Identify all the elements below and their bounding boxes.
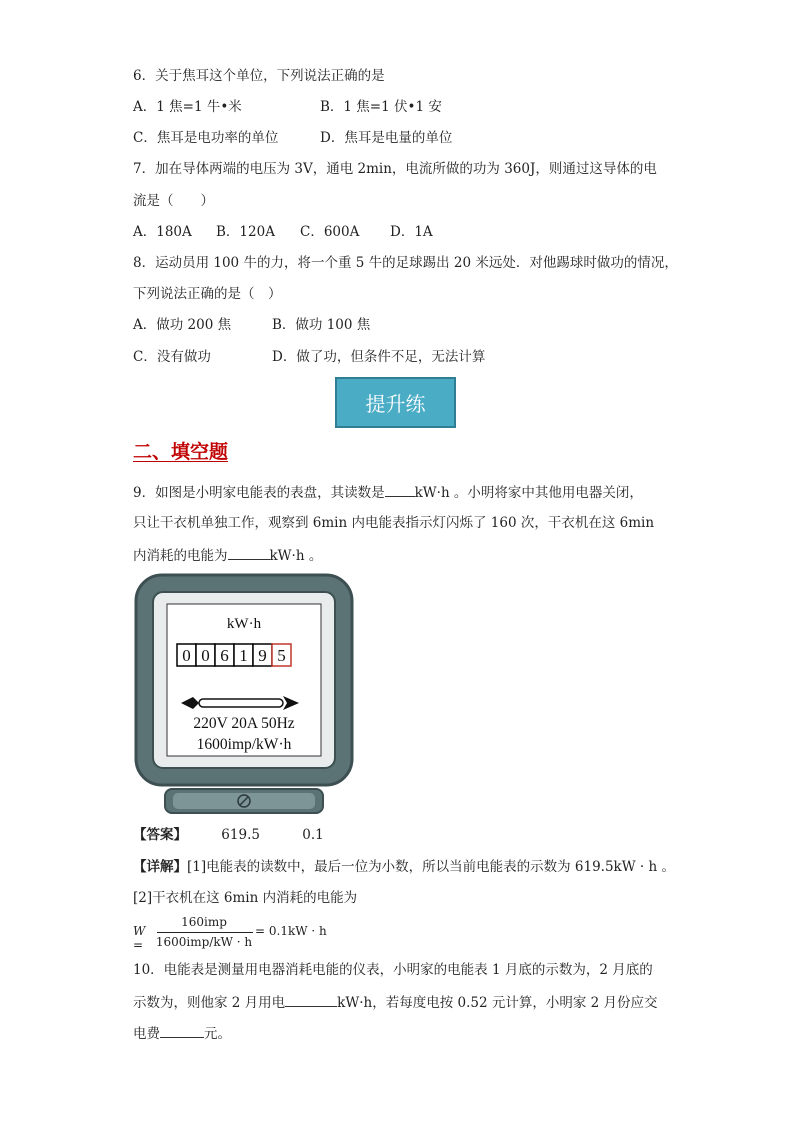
meter-digit: 6 — [220, 646, 229, 665]
q10-line2-b: kW·h，若每度电按 0.52 元计算，小明家 2 月份应交 — [337, 995, 658, 1011]
q7-option-c: C．600A — [300, 224, 360, 240]
formula-fraction-bar — [157, 932, 253, 933]
meter-digit: 0 — [201, 646, 210, 665]
q6-option-d: D．焦耳是电量的单位 — [320, 130, 453, 146]
q8-option-b: B．做功 100 焦 — [272, 317, 371, 333]
meter-digit: 0 — [182, 646, 191, 665]
q9-line1-b: kW·h 。小明将家中其他用电器关闭， — [414, 485, 643, 501]
q10-blank-1 — [285, 993, 337, 1007]
q7-option-a: A．180A — [133, 224, 192, 240]
q7-option-b: B．120A — [216, 224, 275, 240]
answer-label: 【答案】 — [133, 827, 187, 843]
detail-text-1: [1]电能表的读数中，最后一位为小数，所以当前电能表的示数为 619.5kW · h 。 — [187, 859, 675, 875]
q10-line3-a: 电费 — [133, 1026, 160, 1042]
electric-meter-figure — [133, 572, 355, 817]
q8-stem-line1: 8．运动员用 100 牛的力，将一个重 5 牛的足球踢出 20 米远处．对他踢球时做功的情况， — [133, 255, 678, 271]
q9-line1-a: 9．如图是小明家电能表的表盘，其读数是 — [133, 485, 385, 501]
q10-line2 — [133, 993, 658, 1012]
formula-denominator: 1600imp/kW · h — [155, 935, 253, 949]
q7-stem-line1: 7．加在导体两端的电压为 3V，通电 2min，电流所做的功为 360J，则通过这导体的电 — [133, 161, 657, 177]
q10-line1: 10．电能表是测量用电器消耗电能的仪表，小明家的电能表 1 月底的示数为，2 月底的 — [133, 962, 653, 978]
q8-stem-line2: 下列说法正确的是（ ） — [133, 286, 282, 302]
meter-spec-line2: 1600imp/kW·h — [196, 736, 292, 753]
detail-line1 — [133, 858, 675, 876]
q8-option-d: D．做了功，但条件不足，无法计算 — [272, 349, 486, 365]
q9-line3-a: 内消耗的电能为 — [133, 548, 228, 564]
answer-value-2: 0.1 — [302, 827, 324, 843]
q9-line3 — [133, 546, 322, 565]
q7-stem-line2: 流是（ ） — [133, 193, 214, 209]
q9-blank-1 — [385, 483, 415, 497]
detail-line2: [2]干衣机在这 6min 内消耗的电能为 — [133, 890, 358, 906]
answer-value-1: 619.5 — [221, 827, 260, 843]
practice-level-badge: 提升练 — [335, 377, 456, 428]
q9-line3-b: kW·h 。 — [269, 548, 323, 564]
q8-option-c: C．没有做功 — [133, 349, 211, 365]
q8-option-a: A．做功 200 焦 — [133, 317, 232, 333]
q6-option-c: C．焦耳是电功率的单位 — [133, 130, 279, 146]
q10-line3 — [133, 1024, 231, 1043]
q10-line3-b: 元。 — [204, 1026, 231, 1042]
meter-digit: 9 — [258, 646, 267, 665]
formula-rhs: = 0.1kW · h — [255, 924, 327, 938]
section-title: 二、填空题 — [133, 441, 229, 463]
formula-numerator: 160imp — [181, 915, 227, 929]
q6-option-b: B．1 焦=1 伏•1 安 — [320, 99, 442, 115]
q9-blank-2 — [228, 546, 270, 560]
meter-unit-label: kW·h — [226, 616, 262, 632]
q9-line1 — [133, 483, 643, 502]
q6-stem: 6．关于焦耳这个单位，下列说法正确的是 — [133, 68, 385, 84]
q6-option-a: A．1 焦=1 牛•米 — [133, 99, 242, 115]
meter-digit: 1 — [239, 646, 248, 665]
q7-option-d: D．1A — [390, 224, 433, 240]
q9-line2: 只让干衣机单独工作，观察到 6min 内电能表指示灯闪烁了 160 次，干衣机在这 6min — [133, 515, 655, 531]
q10-blank-2 — [160, 1024, 204, 1038]
detail-label: 【详解】 — [133, 859, 187, 875]
answer-row — [133, 826, 324, 844]
q10-line2-a: 示数为，则他家 2 月用电 — [133, 995, 286, 1011]
meter-digit-counter — [177, 644, 291, 666]
formula-lhs: W = — [133, 924, 146, 952]
meter-digit: 5 — [277, 646, 286, 665]
meter-spec-line1: 220V 20A 50Hz — [193, 715, 295, 732]
